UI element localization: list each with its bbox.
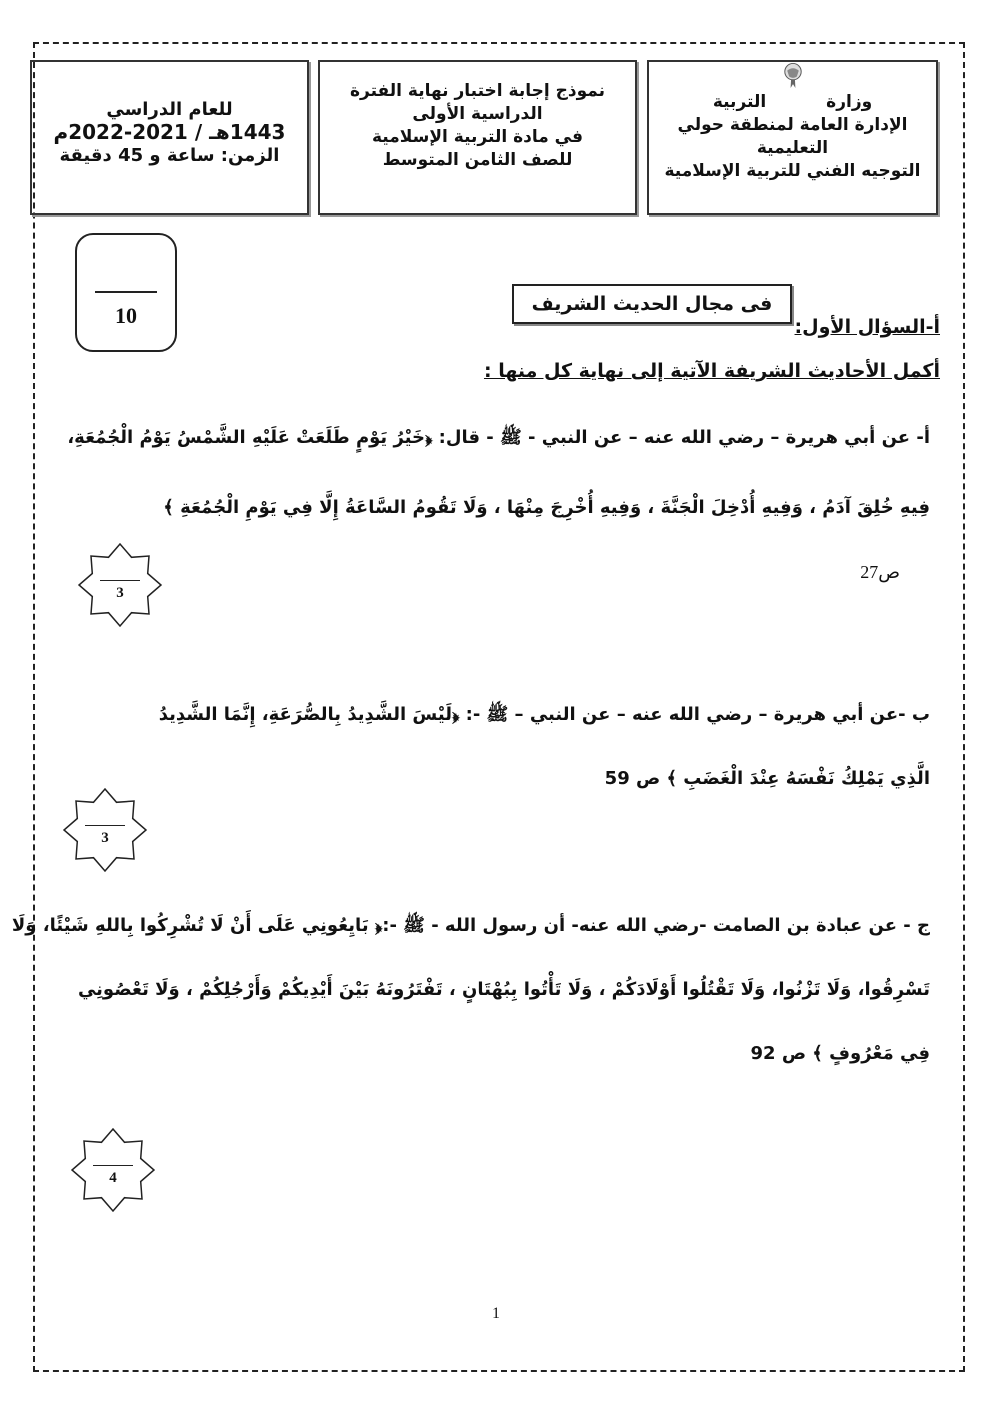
question-label: أ-السؤال الأول: bbox=[794, 316, 940, 338]
title-line: الدراسية الأولى bbox=[412, 104, 543, 124]
hadith-a-line-1: أ- عن أبي هريرة – رضي الله عنه – عن النبي - ﷺ - قال: ﴿خَيْرُ يَوْمٍ طَلَعَتْ عَلَيْهِ الشَّمْسُ يَوْمُ الْجُمُعَةِ، bbox=[67, 427, 930, 448]
score-star-c bbox=[71, 1128, 155, 1212]
page-number: 1 bbox=[492, 1305, 500, 1322]
hadith-a-line-2: فِيهِ خُلِقَ آدَمُ ، وَفِيهِ أُدْخِلَ الْجَنَّةَ ، وَفِيهِ أُخْرِجَ مِنْهَا ، وَلَا تَقُومُ السَّاعَةُ إِلَّا فِي يَوْمِ الْجُمُعَةِ ﴾ bbox=[163, 497, 930, 518]
hadith-c-line-1: ج - عن عبادة بن الصامت -رضي الله عنه- أن رسول الله - ﷺ -:﴿ بَايِعُونِي عَلَى أَنْ لَا تُشْرِكُوا بِاللهِ شَيْئًا، وَلَا bbox=[11, 915, 930, 936]
score-star-b bbox=[63, 788, 147, 872]
ministry-line-2: الإدارة العامة لمنطقة حولي التعليمية bbox=[677, 115, 908, 158]
ministry-word-2: التربية bbox=[712, 92, 767, 112]
hadith-b-line-2: الَّذِي يَمْلِكُ نَفْسَهُ عِنْدَ الْغَضَبِ ﴾ ص 59 bbox=[604, 768, 930, 789]
score-blank-line bbox=[93, 1165, 133, 1166]
kuwait-emblem-icon bbox=[771, 62, 815, 89]
score-blank-line bbox=[85, 825, 125, 826]
ministry-word-1: وزارة bbox=[826, 92, 873, 112]
total-score: 10 bbox=[115, 303, 137, 328]
hadith-b-line-1: ب -عن أبي هريرة – رضي الله عنه – عن النبي – ﷺ -: ﴿لَيْسَ الشَّدِيدُ بِالصُّرَعَةِ، إِنَّمَا الشَّدِيدُ bbox=[158, 704, 930, 725]
year-value: 1443هـ / 2021-2022م bbox=[53, 120, 286, 144]
hadith-a-score: 3 bbox=[116, 585, 124, 601]
hadith-c-line-3: فِي مَعْرُوفٍ ﴾ ص 92 bbox=[750, 1043, 930, 1064]
section-title-box: فى مجال الحديث الشريف bbox=[512, 284, 792, 324]
year-header bbox=[30, 60, 309, 215]
score-blank-line bbox=[95, 291, 157, 293]
title-line: في مادة التربية الإسلامية bbox=[372, 127, 583, 147]
ministry-line-3: التوجيه الفني للتربية الإسلامية bbox=[664, 161, 921, 181]
time-value: الزمن: ساعة و 45 دقيقة bbox=[59, 145, 280, 166]
total-score-box bbox=[75, 233, 177, 352]
score-blank-line bbox=[100, 580, 140, 581]
ministry-header bbox=[647, 60, 938, 215]
hadith-b-score: 3 bbox=[101, 830, 109, 846]
hadith-c-line-2: تَسْرِقُوا، وَلَا تَزْنُوا، وَلَا تَقْتُلُوا أَوْلَادَكُمْ ، وَلَا تَأْتُوا بِبُهْتَانٍ ، تَفْتَرُونَهُ بَيْنَ أَيْدِيكُمْ وَأَرْجُلِكُمْ ، وَلَا تَعْصُونِي bbox=[77, 979, 930, 1000]
year-label: للعام الدراسي bbox=[106, 99, 233, 120]
title-line: نموذج إجابة اختبار نهاية الفترة bbox=[349, 81, 606, 101]
instruction: أكمل الأحاديث الشريفة الآتية إلى نهاية كل منها : bbox=[483, 360, 940, 382]
hadith-a-reference: ص27 bbox=[860, 562, 900, 582]
score-star-a bbox=[78, 543, 162, 627]
title-line: للصف الثامن المتوسط bbox=[382, 150, 573, 170]
hadith-c-score: 4 bbox=[109, 1170, 117, 1186]
exam-title-header bbox=[318, 60, 637, 215]
